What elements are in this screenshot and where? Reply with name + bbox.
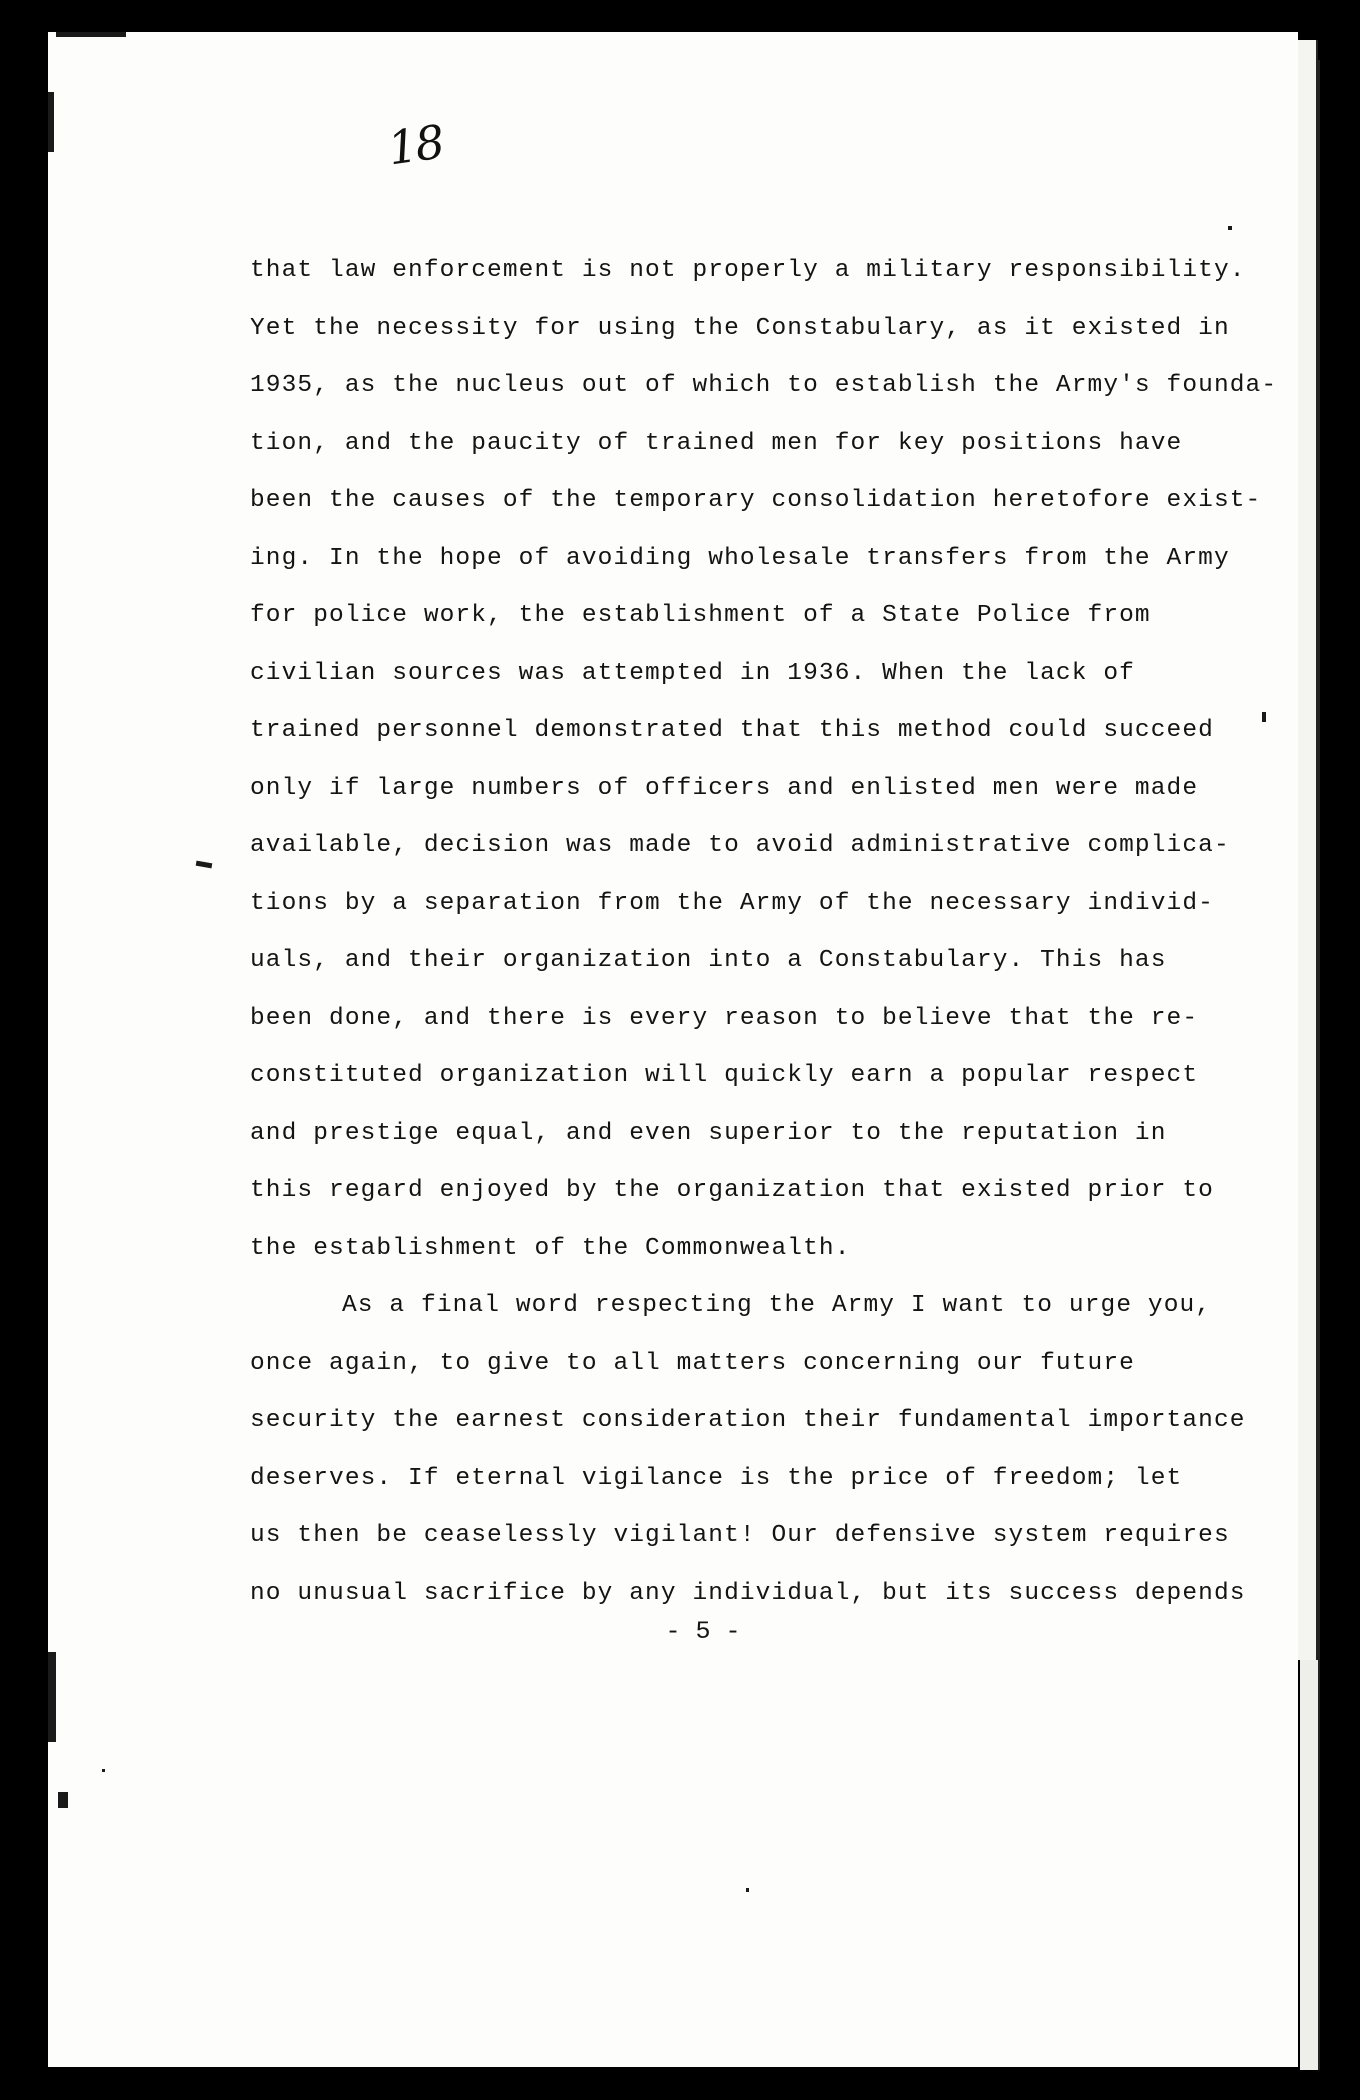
text-line: no unusual sacrifice by any individual, but its success depends (250, 1579, 1246, 1607)
scan-artifact (1228, 226, 1232, 230)
text-line: deserves. If eternal vigilance is the price of freedom; let (250, 1464, 1183, 1492)
text-line: us then be ceaselessly vigilant! Our defensive system requires (250, 1522, 1230, 1549)
scan-artifact (746, 1888, 749, 1892)
text-line: been done, and there is every reason to believe that the re- (250, 1004, 1199, 1032)
text-line: trained personnel demonstrated that this method could succeed (250, 717, 1214, 744)
text-line: once again, to give to all matters concerning our future (250, 1349, 1135, 1377)
text-line: security the earnest consideration their fundamental importance (250, 1407, 1246, 1434)
text-line: 1935, as the nucleus out of which to establish the Army's founda- (250, 372, 1278, 399)
text-line: ing. In the hope of avoiding wholesale transfers from the Army (250, 544, 1230, 572)
text-line: constituted organization will quickly earn a popular respect (250, 1062, 1199, 1089)
page-number: - 5 - (665, 1617, 741, 1646)
text-line: tions by a separation from the Army of the necessary individ- (250, 889, 1214, 917)
text-line: and prestige equal, and even superior to the reputation in (250, 1119, 1167, 1147)
typed-body-text (250, 242, 1278, 1622)
text-line: civilian sources was attempted in 1936. When the lack of (250, 659, 1135, 687)
text-line: tion, and the paucity of trained men for key positions have (250, 429, 1183, 457)
text-line: this regard enjoyed by the organization that existed prior to (250, 1177, 1214, 1204)
text-line: available, decision was made to avoid administrative complica- (250, 832, 1230, 859)
text-line: for police work, the establishment of a State Police from (250, 602, 1151, 629)
scan-artifact (196, 861, 213, 869)
text-line: the establishment of the Commonwealth. (250, 1234, 851, 1262)
scan-artifact (56, 32, 126, 37)
text-line: been the causes of the temporary consolidation heretofore exist- (250, 487, 1262, 514)
scan-artifact (48, 92, 54, 152)
scan-artifact (58, 1792, 68, 1808)
text-line: that law enforcement is not properly a military responsibility. (250, 257, 1246, 284)
scan-artifact (102, 1769, 105, 1772)
handwritten-folio-number: 18 (384, 114, 447, 176)
scan-artifact (48, 1652, 56, 1742)
paragraph-start-line: As a final word respecting the Army I want to urge you, (342, 1292, 1212, 1319)
text-line: only if large numbers of officers and enlisted men were made (250, 774, 1199, 802)
text-line: Yet the necessity for using the Constabulary, as it existed in (250, 314, 1230, 342)
document-page (48, 32, 1298, 2067)
scan-artifact (1262, 712, 1266, 722)
text-line: uals, and their organization into a Constabulary. This has (250, 947, 1167, 974)
